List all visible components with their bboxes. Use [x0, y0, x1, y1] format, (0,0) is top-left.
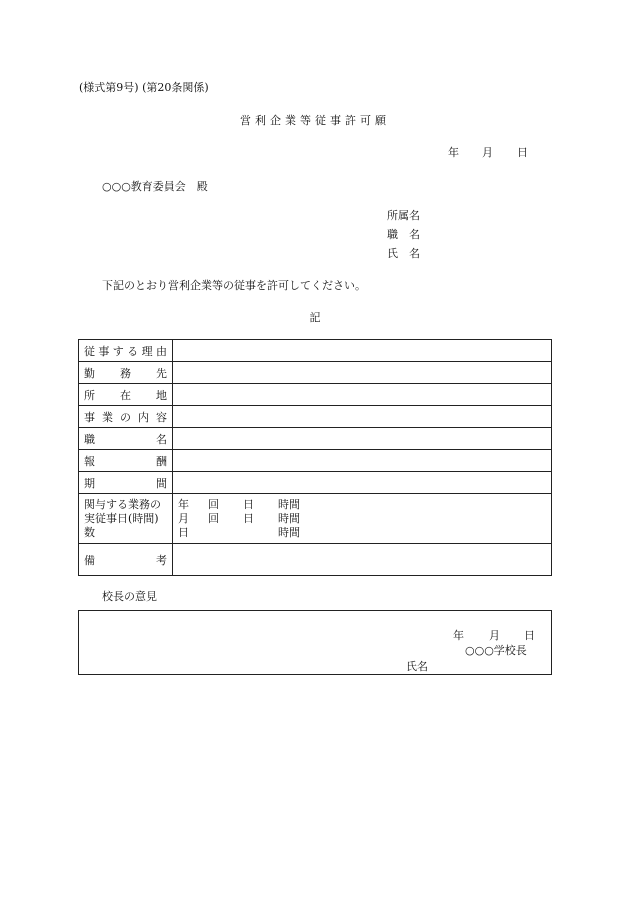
- period-label: [79, 472, 173, 494]
- inv-unit: 回: [208, 497, 219, 511]
- application-table: [78, 339, 552, 576]
- remuneration-value[interactable]: [173, 450, 552, 472]
- location-value[interactable]: [173, 384, 552, 406]
- position-value[interactable]: [173, 428, 552, 450]
- position-label-char: 名: [156, 432, 167, 446]
- remarks-value[interactable]: [173, 544, 552, 576]
- remarks-label-char: 備: [84, 553, 95, 567]
- applicant-position-label: 職 名: [387, 228, 420, 241]
- reason-value[interactable]: [173, 340, 552, 362]
- reason-label-char: 理: [141, 344, 153, 358]
- workplace-value[interactable]: [173, 362, 552, 384]
- position-label-char: 職: [84, 432, 95, 446]
- remuneration-label: [79, 450, 173, 472]
- remarks-label: [79, 544, 173, 576]
- remarks-label-char: 考: [156, 553, 167, 567]
- applicant-affiliation-label: 所属名: [387, 209, 420, 222]
- business-content-label: [79, 406, 173, 428]
- inv-unit: 回: [208, 511, 219, 525]
- row-workplace: [79, 362, 552, 384]
- inv-unit: 時間: [278, 497, 300, 511]
- remarks-row: [79, 544, 552, 576]
- period-label-char: 間: [156, 476, 167, 490]
- remuneration-label-char: 報: [84, 454, 95, 468]
- row-remuneration: [79, 450, 552, 472]
- principal-date-year: 年: [453, 629, 464, 642]
- location-label-char: 所: [84, 388, 95, 402]
- addressee: ○○○教育委員会 殿: [102, 180, 208, 193]
- business-content-label-char: 内: [138, 410, 149, 424]
- business-content-label-char: 容: [156, 410, 167, 424]
- form-number: (様式第9号) (第20条関係): [79, 81, 209, 94]
- row-location: [79, 384, 552, 406]
- reason-label-char: る: [127, 344, 139, 358]
- inv-unit: 日: [243, 511, 254, 525]
- business-content-label-char: 業: [102, 410, 113, 424]
- row-business-content: [79, 406, 552, 428]
- row-position: [79, 428, 552, 450]
- workplace-label-char: 勤: [84, 366, 95, 380]
- involvement-label-line: 数: [84, 525, 95, 539]
- remuneration-label-char: 酬: [156, 454, 167, 468]
- workplace-label-char: 務: [120, 366, 131, 380]
- inv-unit: 日: [178, 525, 189, 539]
- document-title: 営利企業等従事許可願: [240, 114, 390, 127]
- inv-unit: [243, 526, 278, 540]
- period-value[interactable]: [173, 472, 552, 494]
- workplace-label: [79, 362, 173, 384]
- row-period: [79, 472, 552, 494]
- reason-label-char: 事: [98, 344, 110, 358]
- principal-school: ○○○学校長: [465, 644, 527, 657]
- business-content-label-char: 事: [84, 410, 95, 424]
- principal-name-label: 氏名: [406, 660, 428, 673]
- date-day-label: 日: [517, 146, 528, 159]
- involvement-label-line: 実従事日(時間): [84, 511, 159, 525]
- business-content-label-char: の: [120, 410, 131, 424]
- inv-unit: 日: [243, 497, 254, 511]
- row-reason: [79, 340, 552, 362]
- inv-unit: [208, 526, 243, 540]
- principal-opinion-title: 校長の意見: [102, 590, 157, 603]
- reason-label-char: 従: [84, 344, 95, 358]
- involvement-label-line: 関与する業務の: [84, 497, 161, 511]
- reason-label-char: す: [112, 344, 124, 358]
- inv-unit: 月: [178, 511, 189, 525]
- applicant-name-label: 氏 名: [387, 247, 420, 260]
- location-label-char: 在: [120, 388, 131, 402]
- inv-unit: 時間: [278, 525, 300, 539]
- inv-unit: 年: [178, 497, 189, 511]
- principal-date-month: 月: [489, 629, 500, 642]
- principal-opinion-box[interactable]: [78, 610, 552, 675]
- date-month-label: 月: [482, 146, 493, 159]
- involvement-row: [79, 494, 552, 544]
- involvement-grid: [178, 498, 546, 540]
- ki-heading: 記: [309, 311, 321, 324]
- inv-unit: 時間: [278, 511, 300, 525]
- period-label-char: 期: [84, 476, 95, 490]
- reason-label-char: 由: [155, 344, 167, 358]
- workplace-label-char: 先: [156, 366, 167, 380]
- position-label: [79, 428, 173, 450]
- involvement-value[interactable]: [173, 494, 552, 544]
- request-text: 下記のとおり営利企業等の従事を許可してください。: [102, 279, 366, 292]
- date-year-label: 年: [448, 146, 459, 159]
- reason-label: [79, 340, 173, 362]
- principal-date-day: 日: [524, 629, 535, 642]
- business-content-value[interactable]: [173, 406, 552, 428]
- location-label-char: 地: [156, 388, 167, 402]
- location-label: [79, 384, 173, 406]
- involvement-label: [79, 494, 173, 544]
